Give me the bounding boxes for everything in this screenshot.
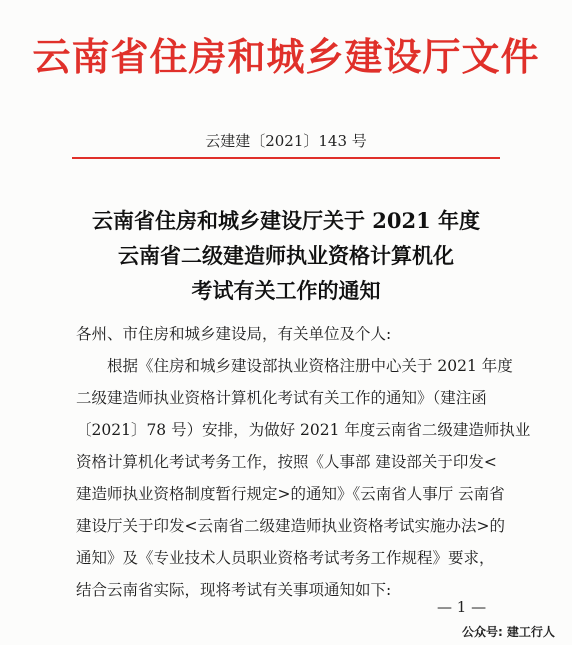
body-text-line: 资格计算机化考试考务工作，按照《人事部 建设部关于印发< (76, 453, 497, 471)
body-text-line: 根据《住房和城乡建设部执业资格注册中心关于 2021 年度 (76, 357, 513, 375)
body-text-line: 结合云南省实际，现将考试有关事项通知如下: (76, 581, 392, 599)
body-text-line: 通知》及《专业技术人员职业资格考试考务工作规程》要求， (76, 549, 495, 567)
red-divider (72, 157, 500, 159)
document-header-title: 云南省住房和城乡建设厅文件 (32, 35, 540, 79)
body-text-line: 二级建造师执业资格计算机化考试有关工作的通知》（建注函 (76, 389, 487, 407)
body-text-line: 建设厅关于印发<云南省二级建造师执业资格考试实施办法>的 (76, 517, 505, 535)
watermark-account-name: 建工行人 (506, 625, 555, 639)
body-text-line: 各州、市住房和城乡建设局，有关单位及个人: (76, 325, 392, 343)
notice-title-line-3: 考试有关工作的通知 (191, 278, 381, 303)
body-text-line: 〔2021〕78 号）安排，为做好 2021 年度云南省二级建造师执业 (76, 421, 531, 439)
document-number: 云建建〔2021〕143 号 (205, 132, 367, 150)
notice-title-line-2: 云南省二级建造师执业资格计算机化 (118, 243, 454, 268)
notice-title-line-1: 云南省住房和城乡建设厅关于 2021 年度 (91, 208, 481, 233)
watermark-label: 公众号: (462, 625, 503, 639)
page-number: — 1 — (437, 598, 487, 616)
watermark (462, 624, 555, 640)
body-text-line: 建造师执业资格制度暂行规定>的通知》《云南省人事厅 云南省 (76, 485, 505, 503)
